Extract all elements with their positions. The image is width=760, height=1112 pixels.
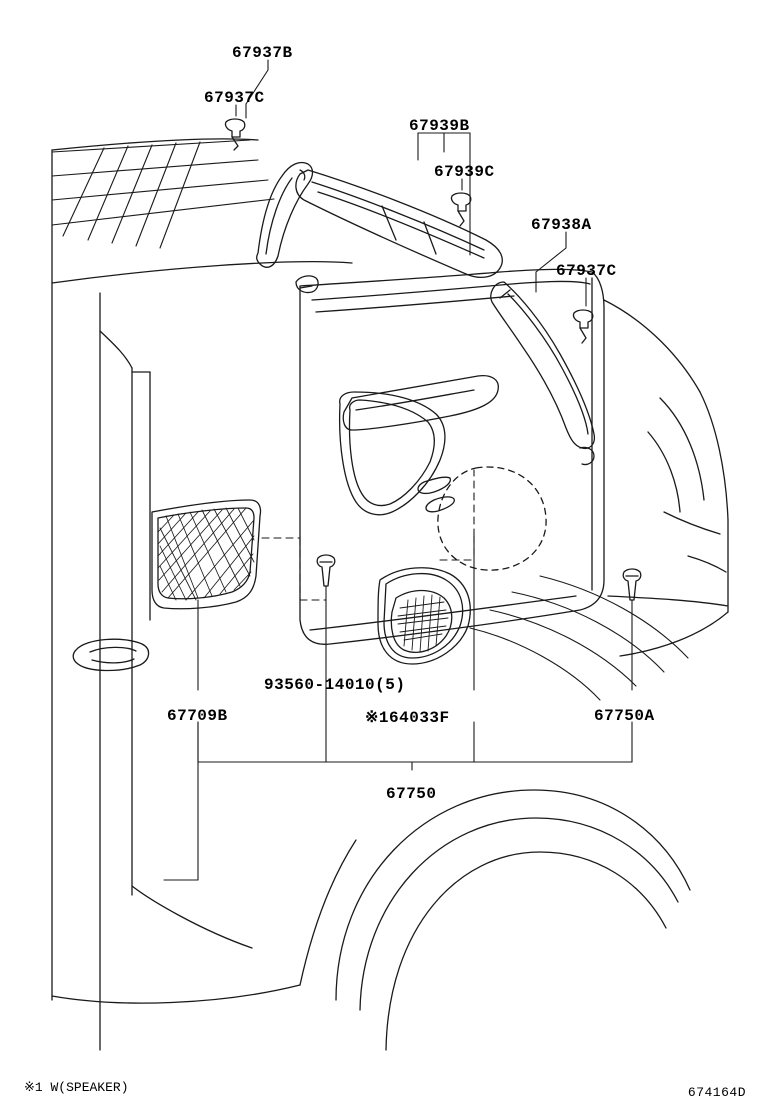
trim-panel-handle-recess [343,376,498,430]
part-label-93560-14010: 93560-14010(5) [264,676,406,694]
part-label-64033f: ※164033F [365,709,450,727]
trim-panel-rect-opening [340,392,445,515]
figure-code: 674164D [687,1085,746,1100]
part-label-67937b-top: 67937B [232,44,293,62]
body-side-creases [470,576,688,700]
part-label-67939b: 67939B [409,117,470,135]
rear-glass-hatching [52,140,274,248]
clip-67939C [451,193,470,226]
part-label-67750: 67750 [386,785,437,803]
clip-67937C-left [225,119,244,150]
clip-67937C-right [573,310,592,343]
screw-93560-14010-right [623,569,641,600]
part-label-67938a: 67938A [531,216,592,234]
footnote-speaker: ※1 W(SPEAKER) [24,1080,129,1095]
trim-panel-slots [418,477,454,512]
door-handle [73,639,148,670]
roof-side-garnish-67937B [257,163,313,268]
part-label-67937c-left: 67937C [204,89,265,107]
speaker-dashed-opening [438,467,546,570]
side-garnish-67938A [491,282,595,448]
luggage-net-pocket [152,500,261,609]
part-label-67937c-right: 67937C [556,262,617,280]
part-label-67939c: 67939C [434,163,495,181]
spare-tire-outline [300,790,690,1050]
right-body-contours [604,300,728,656]
screw-93560-14010-left [317,555,335,586]
part-label-67709b: 67709B [167,707,228,725]
part-label-67750a: 67750A [594,707,655,725]
